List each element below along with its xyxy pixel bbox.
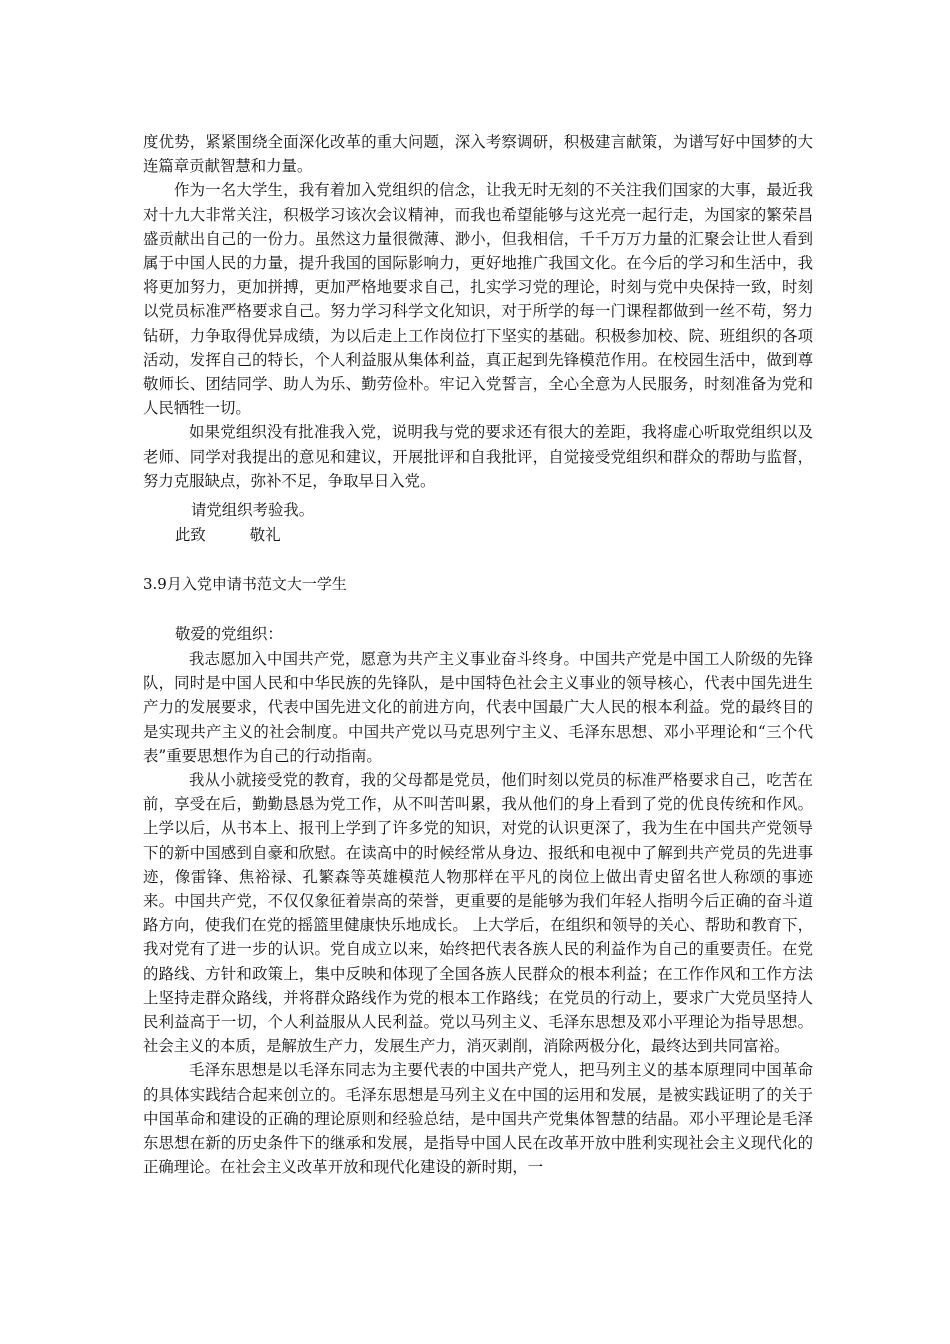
paragraph: 我从小就接受党的教育，我的父母都是党员，他们时刻以党员的标准严格要求自己，吃苦在前，享受在后，勤勤恳恳为党工作，从不叫苦叫累，我从他们的身上看到了党的优良传统和作风。上学以后，从书本上、报刊上学到了许多党的知识，对党的认识更深了，我为生在中国共产党领导下的新中国感到自豪和欣慰。在读高中的时候经常从身边、报纸和电视中了解到共产党员的先进事迹，像雷锋、焦裕禄、孔繁森等英雄模范人物那样在平凡的岗位上做出青史留名世人称颂的事迹来。中国共产党，不仅仅象征着崇高的荣誉，更重要的是能够为我们年轻人指明今后正确的奋斗道路方向，使我们在党的摇篮里健康快乐地成长。 上大学后，在组织和领导的关心、帮助和教育下，我对党有了进一步的认识。党自成立以来，始终把代表各族人民的利益作为自己的重要责任。在党的路线、方针和政策上，集中反映和体现了全国各族人民群众的根本利益；在工作作风和工作方法上坚持走群众路线，并将群众路线作为党的根本工作路线；在党员的行动上，要求广大党员坚持人民利益高于一切，个人利益服从人民利益。党以马列主义、毛泽东思想及邓小平理论为指导思想。社会主义的本质，是解放生产力，发展生产力，消灭剥削，消除两极分化，最终达到共同富裕。: [143, 771, 813, 1056]
closing: [175, 523, 281, 547]
paragraph: 作为一名大学生，我有着加入党组织的信念，让我无时无刻的不关注我们国家的大事，最近我对十九大非常关注，积极学习该次会议精神，而我也希望能够与这光亮一起行走，为国家的繁荣昌盛贡献出自己的一份力。虽然这力量很微薄、渺小，但我相信，千千万万力量的汇聚会让世人看到属于中国人民的力量，提升我国的国际影响力，更好地推广我国文化。在今后的学习和生活中，我将更加努力，更加拼搏，更加严格地要求自己，扎实学习党的理论，时刻与党中央保持一致，时刻以党员标准严格要求自己。努力学习科学文化知识，对于所学的每一门课程都做到一丝不苟，努力钻研，力争取得优异成绩，为以后走上工作岗位打下坚实的基础。积极参加校、院、班组织的各项活动，发挥自己的特长，个人利益服从集体利益，真正起到先锋模范作用。在校园生活中，做到尊敬师长、团结同学、助人为乐、勤劳俭朴。牢记入党誓言，全心全意为人民服务，时刻准备为党和人民牺牲一切。: [143, 181, 813, 418]
section1-body: [143, 130, 813, 493]
paragraph: 如果党组织没有批准我入党，说明我与党的要求还有很大的差距，我将虚心听取党组织以及老师、同学对我提出的意见和建议，开展批评和自我批评，自觉接受党组织和群众的帮助与监督，努力克服缺点，弥补不足，争取早日入党。: [143, 423, 813, 490]
salutation: 敬爱的党组织：: [175, 625, 283, 643]
request-line: 请党组织考验我。: [191, 501, 315, 519]
paragraph: 毛泽东思想是以毛泽东同志为主要代表的中国共产党人，把马列主义的基本原理同中国革命的具体实践结合起来创立的。毛泽东思想是马列主义在中国的运用和发展，是被实践证明了的关于中国革命和建设的正确的理论原则和经验总结，是中国共产党集体智慧的结晶。邓小平理论是毛泽东思想在新的历史条件下的继承和发展，是指导中国人民在改革开放中胜利实现社会主义现代化的正确理论。在社会主义改革开放和现代化建设的新时期，一: [143, 1061, 813, 1177]
paragraph: 度优势，紧紧围绕全面深化改革的重大问题，深入考察调研，积极建言献策，为谱写好中国梦的大连篇章贡献智慧和力量。: [143, 133, 813, 176]
closing-word: 此致: [175, 526, 206, 544]
closing-word: 敬礼: [249, 526, 281, 544]
paragraph: 我志愿加入中国共产党，愿意为共产主义事业奋斗终身。中国共产党是中国工人阶级的先锋队，同时是中国人民和中华民族的先锋队，是中国特色社会主义事业的领导核心，代表中国先进生产力的发展要求，代表中国先进文化的前进方向，代表中国最广大人民的根本利益。党的最终目的是实现共产主义的社会制度。中国共产党以马克思列宁主义、毛泽东思想、邓小平理论和“三个代表”重要思想作为自己的行动指南。: [143, 650, 813, 765]
section-heading: 3.9月入党申请书范文大一学生: [143, 575, 347, 593]
section2-body: [143, 647, 813, 1179]
